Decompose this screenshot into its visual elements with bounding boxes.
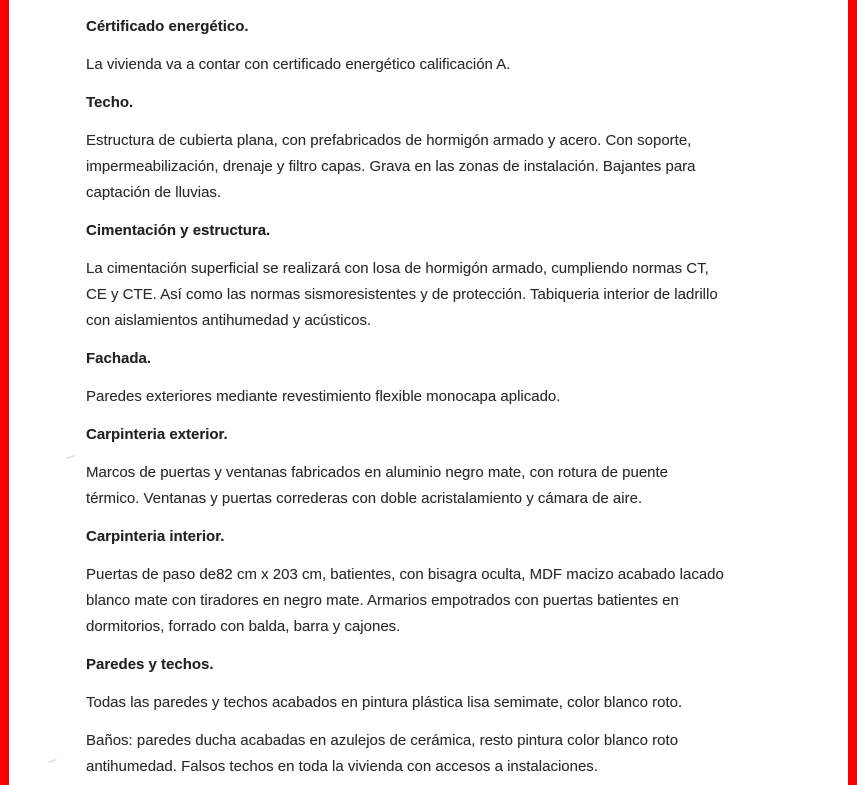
red-border-right — [848, 0, 857, 785]
paragraph-line: Estructura de cubierta plana, con prefabricados de hormigón armado y acero. Con soporte, — [86, 132, 692, 149]
section-heading: Techo. — [86, 94, 134, 111]
paragraph-line: Puertas de paso de82 cm x 203 cm, batientes, con bisagra oculta, MDF macizo acabado lacado — [86, 566, 724, 583]
section-heading: Fachada. — [86, 350, 152, 367]
section-heading: Carpinteria exterior. — [86, 426, 228, 443]
paragraph — [86, 562, 766, 640]
paragraph — [86, 690, 766, 716]
document-content — [86, 14, 766, 780]
scan-artifact — [66, 455, 75, 460]
paragraph-line: impermeabilización, drenaje y filtro capas. Grava en las zonas de instalación. Bajantes para — [86, 158, 696, 175]
section-heading: Cimentación y estructura. — [86, 222, 271, 239]
paragraph-line: CE y CTE. Así como las normas sismoresistentes y de protección. Tabiqueria interior de ladrillo — [86, 286, 718, 303]
section-heading: Carpinteria interior. — [86, 528, 225, 545]
red-border-left — [0, 0, 9, 785]
paragraph — [86, 384, 766, 410]
paragraph-line: con aislamientos antihumedad y acústicos. — [86, 312, 372, 329]
scan-artifact — [48, 759, 57, 764]
paragraph — [86, 52, 766, 78]
paragraph-line: antihumedad. Falsos techos en toda la vivienda con accesos a instalaciones. — [86, 758, 598, 775]
paragraph — [86, 256, 766, 334]
paragraph-line: dormitorios, forrado con balda, barra y cajones. — [86, 618, 401, 635]
paragraph-line: Paredes exteriores mediante revestimiento flexible monocapa aplicado. — [86, 388, 561, 405]
paragraph-line: Baños: paredes ducha acabadas en azulejos de cerámica, resto pintura color blanco roto — [86, 732, 679, 749]
section-heading: Paredes y techos. — [86, 656, 214, 673]
paragraph-line: La cimentación superficial se realizará con losa de hormigón armado, cumpliendo normas CT, — [86, 260, 709, 277]
paragraph — [86, 728, 766, 780]
paragraph-line: captación de lluvias. — [86, 184, 222, 201]
paragraph-line: Marcos de puertas y ventanas fabricados en aluminio negro mate, con rotura de puente — [86, 464, 669, 481]
paragraph-line: Todas las paredes y techos acabados en pintura plástica lisa semimate, color blanco roto. — [86, 694, 683, 711]
paragraph — [86, 128, 766, 206]
paragraph-line: La vivienda va a contar con certificado energético calificación A. — [86, 56, 511, 73]
paragraph-line: blanco mate con tiradores en negro mate. Armarios empotrados con puertas batientes en — [86, 592, 679, 609]
paragraph — [86, 460, 766, 512]
section-heading: Cértificado energético. — [86, 18, 249, 35]
paragraph-line: térmico. Ventanas y puertas correderas con doble acristalamiento y cámara de aire. — [86, 490, 643, 507]
